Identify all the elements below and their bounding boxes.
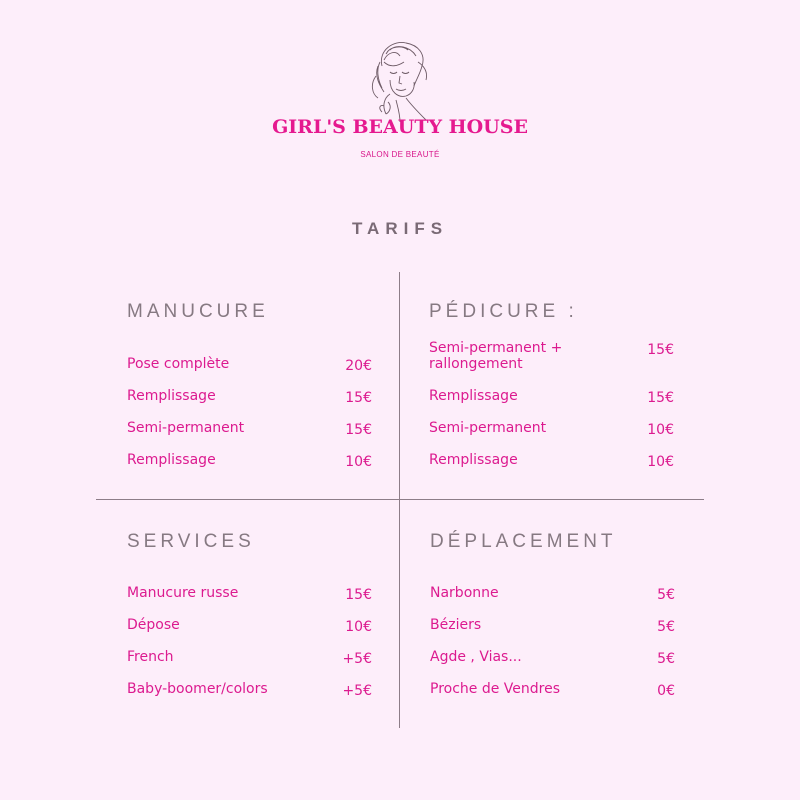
price-row	[430, 681, 675, 713]
section-pedicure	[429, 300, 674, 484]
section-title: PÉDICURE :	[429, 301, 578, 322]
service-price: 15€	[345, 422, 372, 438]
brand-name: GIRL'S BEAUTY HOUSE	[272, 116, 528, 138]
price-row	[429, 388, 674, 420]
header	[0, 0, 800, 260]
section-manucure	[127, 300, 372, 484]
service-label: Narbonne	[430, 585, 499, 601]
service-label: Dépose	[127, 617, 180, 633]
price-row	[127, 356, 372, 388]
service-price: 5€	[657, 619, 675, 635]
brand-tagline: SALON DE BEAUTÉ	[360, 150, 440, 159]
price-row	[127, 649, 372, 681]
price-row	[127, 617, 372, 649]
price-row	[127, 420, 372, 452]
service-price: 15€	[647, 342, 674, 358]
price-row	[429, 452, 674, 484]
price-row	[430, 585, 675, 617]
service-label	[429, 340, 562, 372]
price-row	[429, 340, 674, 388]
service-price: 10€	[647, 422, 674, 438]
service-price: +5€	[342, 683, 372, 699]
price-row	[127, 452, 372, 484]
service-label: Proche de Vendres	[430, 681, 561, 697]
service-label: Béziers	[430, 617, 482, 633]
section-title: DÉPLACEMENT	[430, 531, 617, 552]
service-label: Pose complète	[127, 356, 230, 372]
service-label: Semi-permanent	[127, 420, 245, 436]
service-label: Agde , Vias...	[430, 649, 522, 665]
price-row	[127, 388, 372, 420]
page-title: TARIFS	[351, 219, 449, 238]
service-price: 15€	[647, 390, 674, 406]
service-price: 5€	[657, 587, 675, 603]
service-label: French	[127, 649, 174, 665]
section-deplacement	[430, 530, 675, 713]
service-label: Baby-boomer/colors	[127, 681, 268, 697]
price-row	[127, 681, 372, 713]
service-label: Remplissage	[429, 388, 518, 404]
service-price: 10€	[345, 619, 372, 635]
price-row	[430, 617, 675, 649]
service-label: Semi-permanent	[429, 420, 547, 436]
service-label: Remplissage	[127, 388, 216, 404]
service-price: +5€	[342, 651, 372, 667]
vertical-divider	[399, 272, 400, 728]
price-row	[127, 585, 372, 617]
service-price: 10€	[345, 454, 372, 470]
service-label-line: Semi-permanent +	[429, 340, 563, 356]
service-price: 15€	[345, 587, 372, 603]
price-row	[429, 420, 674, 452]
service-price: 0€	[657, 683, 675, 699]
service-price: 5€	[657, 651, 675, 667]
service-price: 10€	[647, 454, 674, 470]
service-price: 20€	[345, 358, 372, 374]
section-title: MANUCURE	[127, 301, 269, 322]
service-label: Remplissage	[429, 452, 518, 468]
section-services	[127, 530, 372, 713]
section-title: SERVICES	[127, 531, 255, 552]
service-label-line: rallongement	[429, 356, 523, 372]
woman-portrait-line-art-icon	[360, 36, 440, 122]
horizontal-divider	[96, 499, 704, 500]
price-row	[430, 649, 675, 681]
service-price: 15€	[345, 390, 372, 406]
service-label: Manucure russe	[127, 585, 239, 601]
service-label: Remplissage	[127, 452, 216, 468]
